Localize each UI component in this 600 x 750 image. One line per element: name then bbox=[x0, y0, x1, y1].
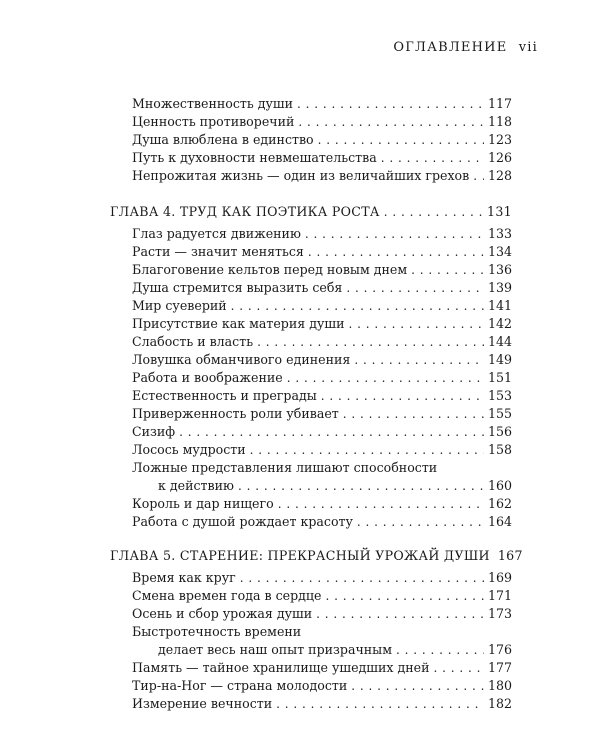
toc-entry bbox=[132, 605, 512, 623]
toc-entry-title: Память — тайное хранилище ушедших дней bbox=[132, 660, 430, 675]
toc-entry-title: Непрожитая жизнь — один из величайших грехов bbox=[132, 168, 470, 183]
dot-leader bbox=[343, 406, 484, 423]
toc-entry-page: 151 bbox=[487, 370, 512, 385]
dot-leader bbox=[231, 298, 484, 315]
toc-entry-title: Ценность противоречий bbox=[132, 114, 295, 129]
toc-entry-page: 164 bbox=[487, 514, 512, 529]
toc-entry-title: Работа с душой рождает красоту bbox=[132, 514, 353, 529]
toc-entry-page: 133 bbox=[487, 226, 512, 241]
dot-leader bbox=[357, 514, 484, 531]
dot-leader bbox=[316, 606, 484, 623]
toc-entry-title: Множественность души bbox=[132, 96, 293, 111]
dot-leader bbox=[384, 204, 483, 221]
dot-leader bbox=[250, 442, 484, 459]
toc-entry-page: 162 bbox=[487, 496, 512, 511]
toc-entry-page: 156 bbox=[487, 424, 512, 439]
toc-entry-page: 126 bbox=[487, 150, 512, 165]
dot-leader bbox=[308, 244, 484, 261]
toc-entry bbox=[132, 167, 512, 185]
dot-leader bbox=[318, 132, 484, 149]
toc-entry bbox=[132, 297, 512, 315]
toc-entry bbox=[132, 387, 512, 405]
toc-entry-page: 177 bbox=[487, 660, 512, 675]
toc-entry bbox=[132, 261, 512, 279]
toc-entry-title: Сизиф bbox=[132, 424, 176, 439]
toc-entry-title: Ловушка обманчивого единения bbox=[132, 352, 351, 367]
dot-leader bbox=[396, 642, 484, 659]
toc-entry bbox=[132, 225, 512, 243]
toc-entry-page: 158 bbox=[487, 442, 512, 457]
toc-entry-page: 136 bbox=[487, 262, 512, 277]
toc-entry-page: 155 bbox=[487, 406, 512, 421]
toc-entry-page: 149 bbox=[487, 352, 512, 367]
toc-entry bbox=[132, 351, 512, 369]
toc-entry bbox=[132, 315, 512, 333]
chapter-page: 131 bbox=[487, 204, 512, 219]
toc-entry-title: Приверженность роли убивает bbox=[132, 406, 339, 421]
toc-entry bbox=[132, 405, 512, 423]
toc-entry bbox=[132, 149, 512, 167]
toc-entry-title: Благоговение кельтов перед новым днем bbox=[132, 262, 408, 277]
dot-leader bbox=[381, 150, 484, 167]
toc-entry bbox=[132, 95, 512, 113]
toc-entry bbox=[132, 333, 512, 351]
dot-leader bbox=[257, 334, 484, 351]
page-number: vii bbox=[518, 40, 538, 55]
toc-entry-title: Естественность и преграды bbox=[132, 388, 317, 403]
toc-entry-continuation: к действию bbox=[158, 478, 234, 493]
toc-entry bbox=[132, 423, 512, 441]
dot-leader bbox=[298, 114, 484, 131]
toc-entry-page: 139 bbox=[487, 280, 512, 295]
toc-entry bbox=[132, 587, 512, 605]
dot-leader bbox=[346, 280, 484, 297]
toc-entry bbox=[132, 441, 512, 459]
dot-leader bbox=[278, 496, 484, 513]
toc-entry bbox=[132, 279, 512, 297]
dot-leader bbox=[411, 262, 484, 279]
toc-entry-page: 153 bbox=[487, 388, 512, 403]
toc-entry-title: Глаз радуется движению bbox=[132, 226, 301, 241]
dot-leader bbox=[305, 226, 484, 243]
toc-entry-continuation: делает весь наш опыт призрачным bbox=[158, 642, 393, 657]
toc-entry-first-line bbox=[132, 459, 512, 476]
toc-entry bbox=[158, 641, 512, 659]
toc-entry-title: Душа стремится выразить себя bbox=[132, 280, 343, 295]
toc-entry bbox=[132, 659, 512, 677]
toc-entry bbox=[132, 513, 512, 531]
dot-leader bbox=[297, 96, 484, 113]
toc-entry bbox=[132, 495, 512, 513]
toc-entry-page: 142 bbox=[487, 316, 512, 331]
chapter-heading bbox=[110, 547, 523, 565]
toc-entry-title: Присутствие как материя души bbox=[132, 316, 345, 331]
dot-leader bbox=[321, 388, 484, 405]
toc-entry-title: Король и дар нищего bbox=[132, 496, 274, 511]
toc-entry-title: Быстротечность времени bbox=[132, 624, 302, 639]
dot-leader bbox=[473, 168, 484, 185]
dot-leader bbox=[354, 352, 484, 369]
running-header-title: ОГЛАВЛЕНИЕ bbox=[393, 40, 508, 55]
chapter-heading bbox=[110, 203, 512, 221]
toc-entry bbox=[132, 243, 512, 261]
chapter-title: ГЛАВА 5. СТАРЕНИЕ: ПРЕКРАСНЫЙ УРОЖАЙ ДУШИ bbox=[110, 548, 490, 563]
toc-entry-page: 171 bbox=[487, 588, 512, 603]
toc-entry-page: 141 bbox=[487, 298, 512, 313]
toc-entry-page: 160 bbox=[487, 478, 512, 493]
toc-entry bbox=[132, 113, 512, 131]
toc-entry-page: 182 bbox=[487, 696, 512, 711]
toc-entry-title: Мир суеверий bbox=[132, 298, 227, 313]
toc-entry-page: 176 bbox=[487, 642, 512, 657]
toc-entry-page: 180 bbox=[487, 678, 512, 693]
toc-entry-page: 144 bbox=[487, 334, 512, 349]
toc-entry-title: Смена времен года в сердце bbox=[132, 588, 322, 603]
toc-entry-title: Время как круг bbox=[132, 570, 236, 585]
running-header bbox=[393, 40, 538, 55]
toc-entry bbox=[132, 569, 512, 587]
toc-entry-title: Тир-на-Ног — страна молодости bbox=[132, 678, 348, 693]
toc-entry-title: Душа влюблена в единство bbox=[132, 132, 314, 147]
toc-entry-page: 123 bbox=[487, 132, 512, 147]
dot-leader bbox=[179, 424, 484, 441]
toc-entry-page: 128 bbox=[487, 168, 512, 183]
toc-entry bbox=[132, 677, 512, 695]
chapter-page: 167 bbox=[497, 548, 523, 563]
toc-entry-title: Измерение вечности bbox=[132, 696, 273, 711]
toc-entry-page: 173 bbox=[487, 606, 512, 621]
dot-leader bbox=[276, 696, 484, 713]
toc-entry-title: Лосось мудрости bbox=[132, 442, 246, 457]
toc-entry-title: Расти — значит меняться bbox=[132, 244, 304, 259]
toc-entry bbox=[132, 369, 512, 387]
dot-leader bbox=[325, 588, 483, 605]
toc-entry-page: 117 bbox=[487, 96, 512, 111]
toc-entry-page: 118 bbox=[487, 114, 512, 129]
toc-entry bbox=[158, 477, 512, 495]
toc-entry-title: Ложные представления лишают способности bbox=[132, 460, 438, 475]
toc-entry bbox=[132, 131, 512, 149]
toc-entry-title: Осень и сбор урожая души bbox=[132, 606, 313, 621]
dot-leader bbox=[351, 678, 484, 695]
toc-entry-page: 169 bbox=[487, 570, 512, 585]
toc-entry-title: Работа и воображение bbox=[132, 370, 283, 385]
dot-leader bbox=[348, 316, 483, 333]
toc-entry-title: Слабость и власть bbox=[132, 334, 254, 349]
toc-entry bbox=[132, 695, 512, 713]
chapter-title: ГЛАВА 4. ТРУД КАК ПОЭТИКА РОСТА bbox=[110, 204, 380, 219]
toc-entry-page: 134 bbox=[487, 244, 512, 259]
dot-leader bbox=[434, 660, 484, 677]
toc-entry-first-line bbox=[132, 623, 512, 640]
toc-entry-title: Путь к духовности невмешательства bbox=[132, 150, 377, 165]
dot-leader bbox=[238, 478, 484, 495]
dot-leader bbox=[240, 570, 484, 587]
dot-leader bbox=[287, 370, 484, 387]
